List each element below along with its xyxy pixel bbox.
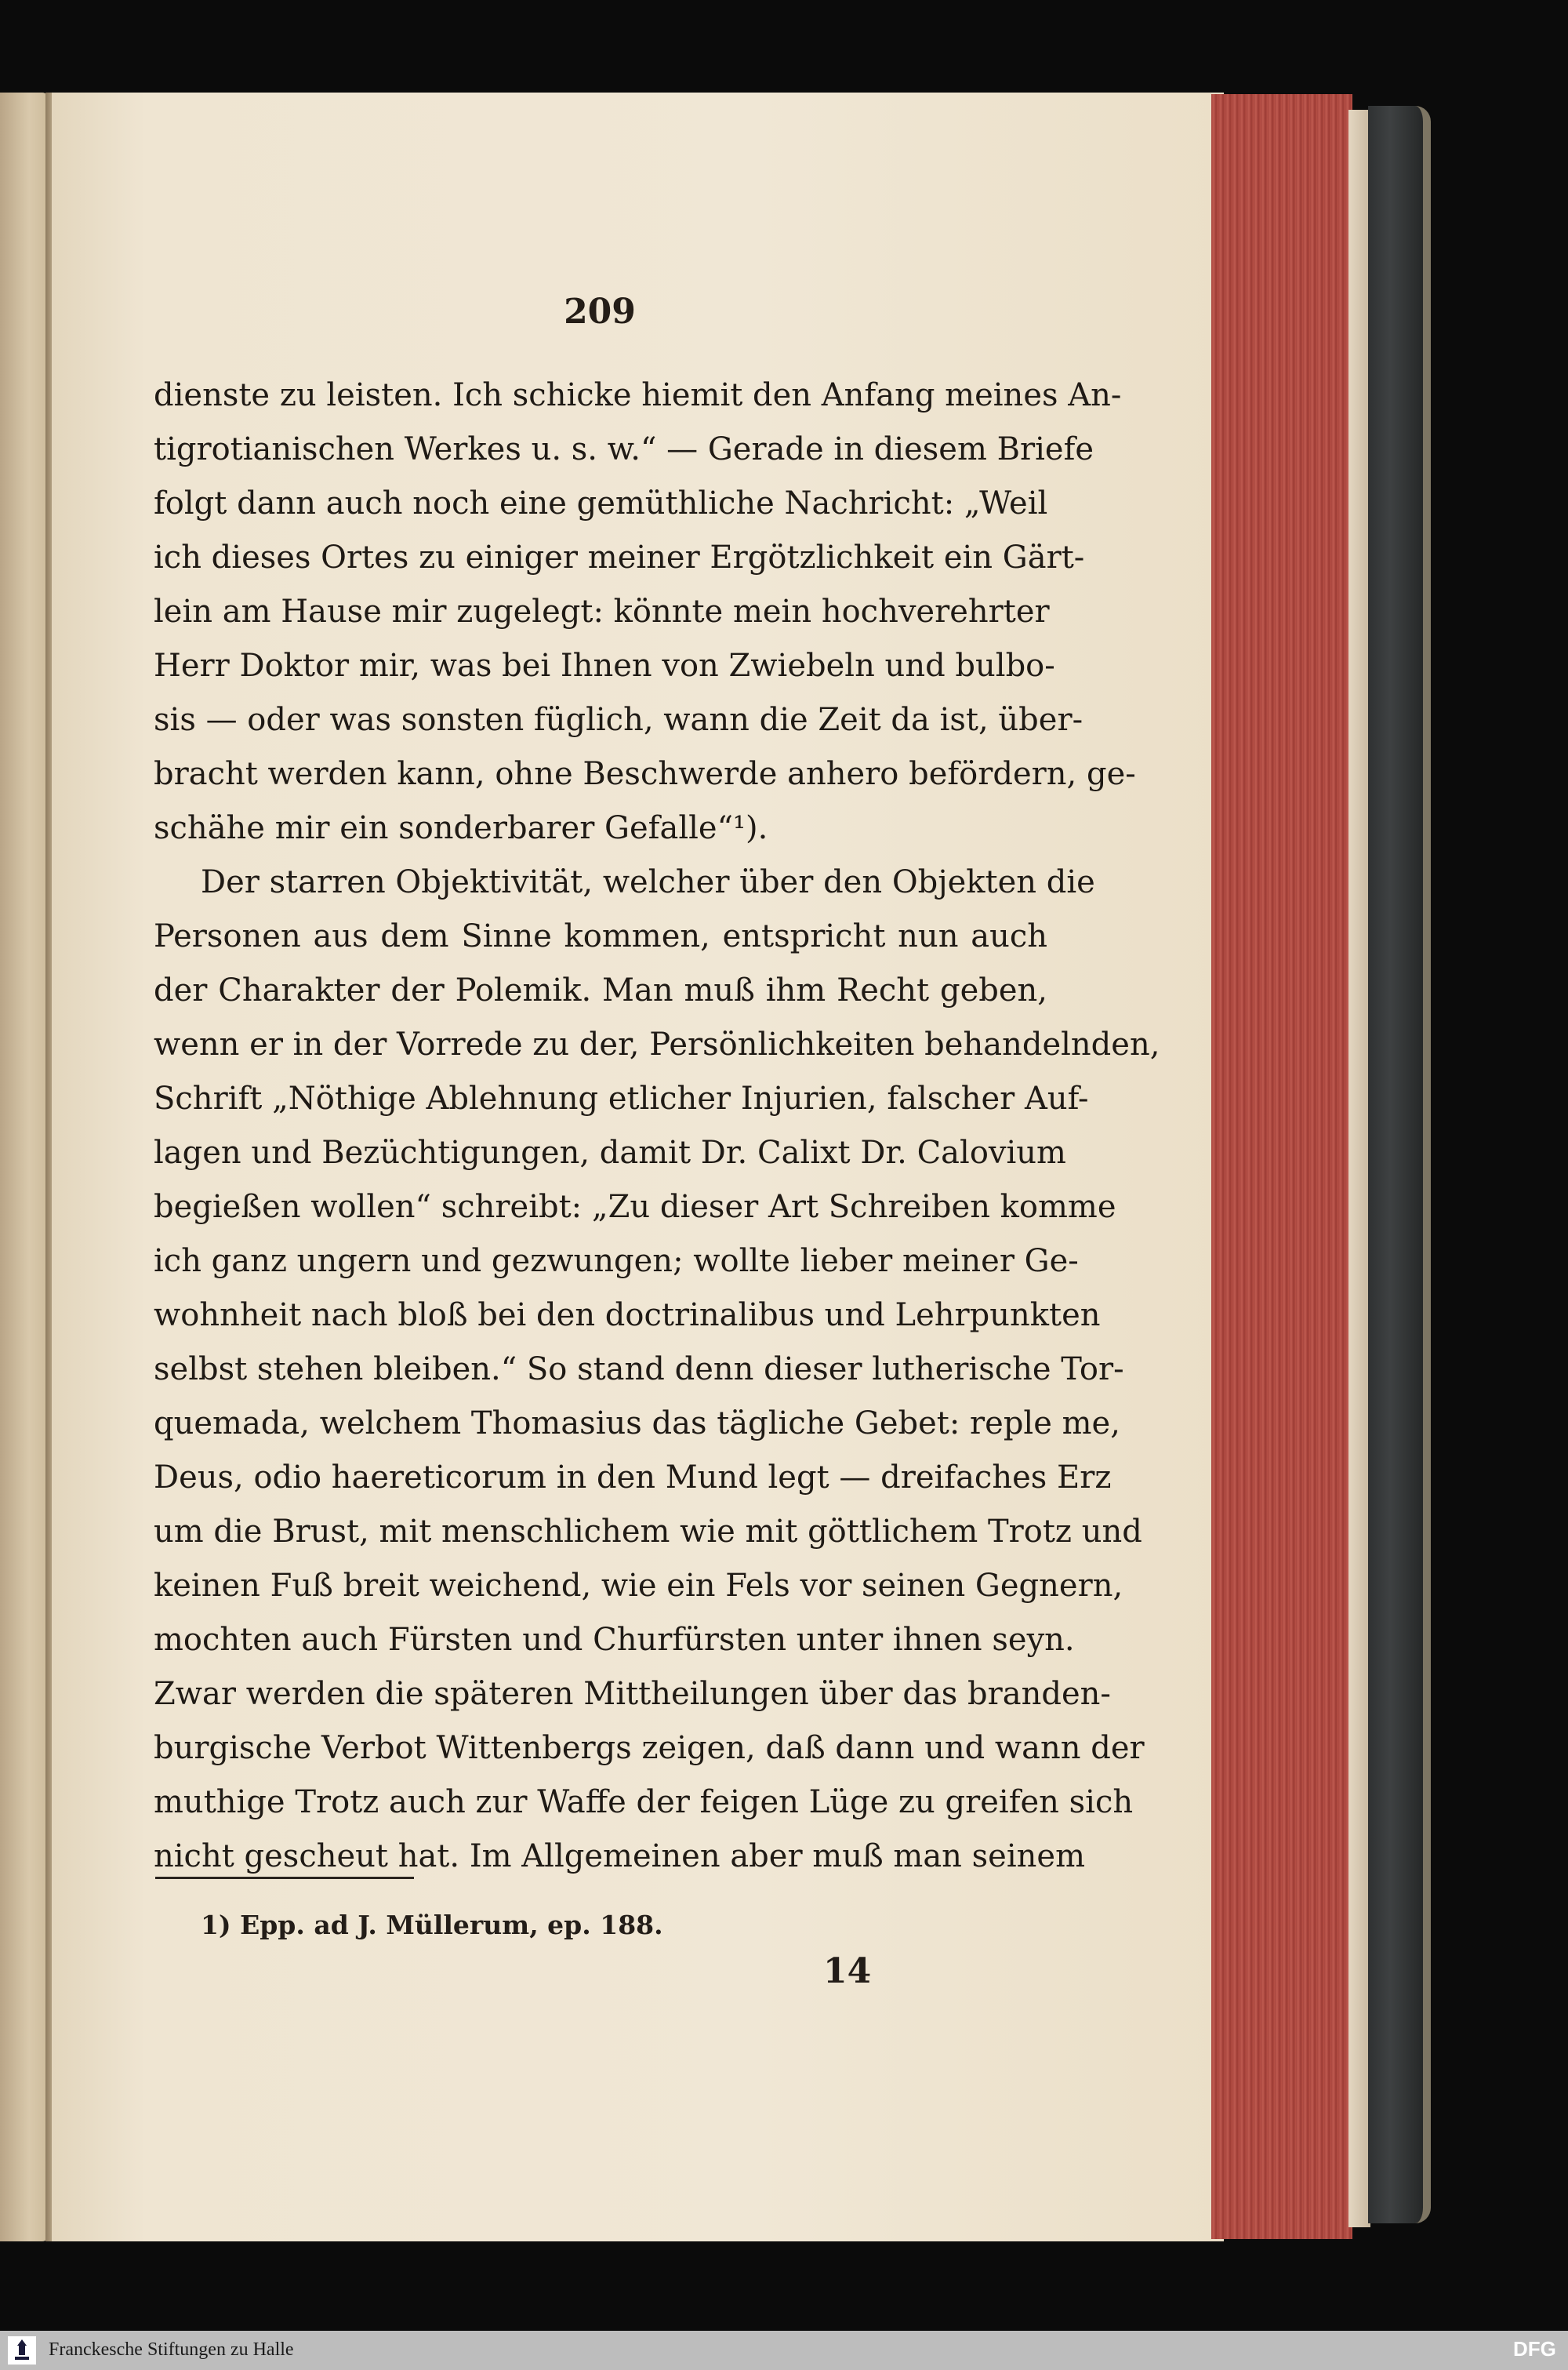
institution-logo-icon — [8, 2336, 36, 2365]
text-line: mochten auch Fürsten und Churfürsten unter ihnen seyn. — [154, 1622, 1075, 1658]
printer-signature: 14 — [823, 1951, 872, 1991]
red-page-edges — [1211, 94, 1352, 2239]
text-line: der Charakter der Polemik. Man muß ihm Recht geben, — [154, 972, 1047, 1009]
text-line: ich dieses Ortes zu einiger meiner Ergötzlichkeit ein Gärt- — [154, 540, 1085, 576]
text-line: folgt dann auch noch eine gemüthliche Nachricht: „Weil — [154, 485, 1048, 522]
text-line: nicht gescheut hat. Im Allgemeinen aber muß man seinem — [154, 1838, 1086, 1874]
text-line: schähe mir ein sonderbarer Gefalle“¹). — [154, 810, 768, 846]
text-line: muthige Trotz auch zur Waffe der feigen Lüge zu greifen sich — [154, 1784, 1134, 1820]
text-line: sis — oder was sonsten füglich, wann die Zeit da ist, über- — [154, 702, 1083, 738]
text-line: Herr Doktor mir, was bei Ihnen von Zwiebeln und bulbo- — [154, 648, 1055, 684]
text-line: dienste zu leisten. Ich schicke hiemit den Anfang meines An- — [154, 377, 1122, 413]
text-line: selbst stehen bleiben.“ So stand denn dieser lutherische Tor- — [154, 1351, 1124, 1387]
text-line: lein am Hause mir zugelegt: könnte mein hochverehrter — [154, 594, 1050, 630]
text-line: Personen aus dem Sinne kommen, entspricht nun auch — [154, 918, 1047, 954]
book-cover — [1368, 106, 1431, 2223]
footnote-rule — [155, 1877, 414, 1879]
text-line: keinen Fuß breit weichend, wie ein Fels vor seinen Gegnern, — [154, 1568, 1123, 1604]
text-line: bracht werden kann, ohne Beschwerde anhero befördern, ge- — [154, 756, 1136, 792]
text-line: Zwar werden die späteren Mittheilungen über das branden- — [154, 1676, 1111, 1712]
left-page-edge — [0, 93, 49, 2241]
text-line: wenn er in der Vorrede zu der, Persönlichkeiten behandelnden, — [154, 1027, 1160, 1063]
text-line: um die Brust, mit menschlichem wie mit göttlichem Trotz und — [154, 1514, 1142, 1550]
endpaper-edge — [1348, 110, 1370, 2227]
institution-name: Franckesche Stiftungen zu Halle — [49, 2339, 294, 2360]
text-line: wohnheit nach bloß bei den doctrinalibus und Lehrpunkten — [154, 1297, 1101, 1333]
page-number: 209 — [564, 292, 636, 332]
text-line: burgische Verbot Wittenbergs zeigen, daß dann und wann der — [154, 1730, 1145, 1766]
text-line: tigrotianischen Werkes u. s. w.“ — Gerade in diesem Briefe — [154, 431, 1094, 467]
dfg-logo: DFG — [1513, 2337, 1556, 2361]
text-line: lagen und Bezüchtigungen, damit Dr. Calixt Dr. Calovium — [154, 1135, 1066, 1171]
footnote: 1) Epp. ad J. Müllerum, ep. 188. — [201, 1910, 663, 1940]
text-line: quemada, welchem Thomasius das tägliche Gebet: reple me, — [154, 1405, 1120, 1441]
text-line: ich ganz ungern und gezwungen; wollte lieber meiner Ge- — [154, 1243, 1079, 1279]
text-line: Der starren Objektivität, welcher über den Objekten die — [201, 864, 1095, 900]
text-line: Schrift „Nöthige Ablehnung etlicher Injurien, falscher Auf- — [154, 1081, 1089, 1117]
text-line: begießen wollen“ schreibt: „Zu dieser Art Schreiben komme — [154, 1189, 1116, 1225]
text-line: Deus, odio haereticorum in den Mund legt — dreifaches Erz — [154, 1459, 1112, 1496]
